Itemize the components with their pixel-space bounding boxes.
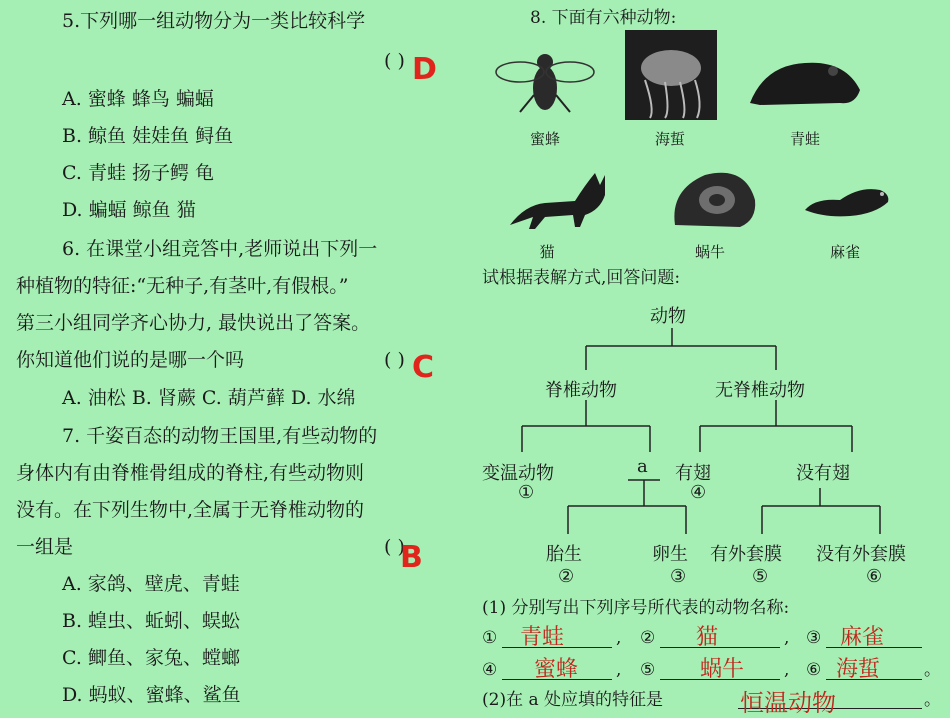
q7-option-b: B. 蝗虫、蚯蚓、蜈蚣: [62, 610, 241, 632]
q5-option-b: B. 鲸鱼 娃娃鱼 鲟鱼: [62, 125, 234, 147]
q6-line-4: 你知道他们说的是哪一个吗: [16, 349, 245, 371]
q7-option-a: A. 家鸽、壁虎、青蛙: [62, 573, 240, 595]
fill-answer-1: 青蛙: [520, 625, 565, 650]
q7-option-d: D. 蚂蚁、蜜蜂、鲨鱼: [62, 684, 241, 706]
tree-num-4: ④: [690, 482, 707, 503]
q6-line-2: 种植物的特征:“无种子,有茎叶,有假根。”: [16, 275, 349, 297]
sub2-answer: 恒温动物: [740, 689, 836, 717]
q7-line-1: 7. 千姿百态的动物王国里,有些动物的: [62, 425, 378, 447]
fill-num-3: ③: [806, 628, 822, 648]
q5-paren: ( ): [384, 50, 405, 72]
fill-answer-6: 海蜇: [836, 657, 881, 682]
comma-5: ,: [784, 660, 790, 680]
tree-no-mantle: 没有外套膜: [816, 544, 906, 565]
frog-icon: [745, 55, 865, 110]
sub-question-2: (2)在 a 处应填的特征是: [482, 690, 664, 710]
tree-num-3: ③: [670, 566, 687, 587]
tree-num-6: ⑥: [866, 566, 883, 587]
q7-line-3: 没有。在下列生物中,全属于无脊椎动物的: [16, 499, 365, 521]
caption-sparrow: 麻雀: [829, 243, 860, 261]
fill-num-1: ①: [482, 628, 498, 648]
caption-jellyfish: 海蜇: [654, 130, 685, 148]
caption-snail: 蜗牛: [694, 243, 725, 261]
q6-answer: C: [412, 350, 435, 385]
tree-oviparous: 卵生: [652, 544, 688, 565]
q5-answer: D: [412, 52, 437, 87]
q6-options: A. 油松 B. 肾蕨 C. 葫芦藓 D. 水绵: [62, 387, 356, 409]
fill-num-2: ②: [640, 628, 656, 648]
fill-answer-3: 麻雀: [840, 625, 885, 650]
fill-num-5: ⑤: [640, 660, 656, 680]
tree-cold-blooded: 变温动物: [482, 463, 554, 484]
tree-no-wing: 没有翅: [796, 463, 850, 484]
caption-bee: 蜜蜂: [529, 130, 560, 148]
sub-question-1: (1) 分别写出下列序号所代表的动物名称:: [482, 598, 790, 618]
tree-num-1: ①: [518, 482, 535, 503]
bee-icon: [490, 40, 600, 120]
comma-4: ,: [616, 660, 622, 680]
tree-winged: 有翅: [675, 463, 711, 484]
q7-option-c: C. 鲫鱼、家兔、螳螂: [62, 647, 240, 669]
fill-num-4: ④: [482, 660, 498, 680]
cat-icon: [505, 165, 610, 230]
q5-option-d: D. 蝙蝠 鲸鱼 猫: [62, 199, 196, 221]
fill-answer-5: 蜗牛: [700, 657, 745, 682]
tree-vertebrate: 脊椎动物: [545, 380, 617, 401]
caption-frog: 青蛙: [789, 130, 820, 148]
jellyfish-icon: [625, 30, 717, 120]
q6-paren: ( ): [384, 349, 405, 371]
q8-title: 8. 下面有六种动物:: [530, 8, 677, 28]
q7-line-2: 身体内有由脊椎骨组成的脊柱,有些动物则: [16, 462, 365, 484]
q6-line-3: 第三小组同学齐心协力, 最快说出了答案。: [16, 312, 371, 334]
period-2: 。: [924, 690, 941, 710]
fill-line-2: [660, 647, 780, 648]
q7-answer: B: [400, 540, 423, 575]
comma-2: ,: [784, 628, 790, 648]
fill-answer-4: 蜜蜂: [534, 657, 579, 682]
q5-option-a: A. 蜜蜂 蜂鸟 蝙蝠: [62, 88, 214, 110]
q5-stem: 5.下列哪一组动物分为一类比较科学: [62, 10, 366, 32]
tree-mantle: 有外套膜: [710, 544, 782, 565]
tree-a: a: [637, 456, 648, 477]
tree-root: 动物: [650, 306, 686, 327]
q7-line-4: 一组是: [16, 536, 74, 558]
tree-num-2: ②: [558, 566, 575, 587]
comma-1: ,: [616, 628, 622, 648]
q6-line-1: 6. 在课堂小组竞答中,老师说出下列一: [62, 238, 378, 260]
fill-num-6: ⑥: [806, 660, 822, 680]
fill-answer-2: 猫: [696, 625, 719, 650]
q5-option-c: C. 青蛙 扬子鳄 龟: [62, 162, 215, 184]
snail-icon: [665, 165, 763, 233]
tree-viviparous: 胎生: [546, 544, 582, 565]
sparrow-icon: [800, 178, 898, 223]
tree-invertebrate: 无脊椎动物: [715, 380, 805, 401]
tree-num-5: ⑤: [752, 566, 769, 587]
instruction: 试根据表解方式,回答问题:: [482, 268, 681, 288]
caption-cat: 猫: [539, 243, 555, 261]
period-1: 。: [924, 660, 941, 680]
q7-paren: ( ): [384, 536, 405, 558]
